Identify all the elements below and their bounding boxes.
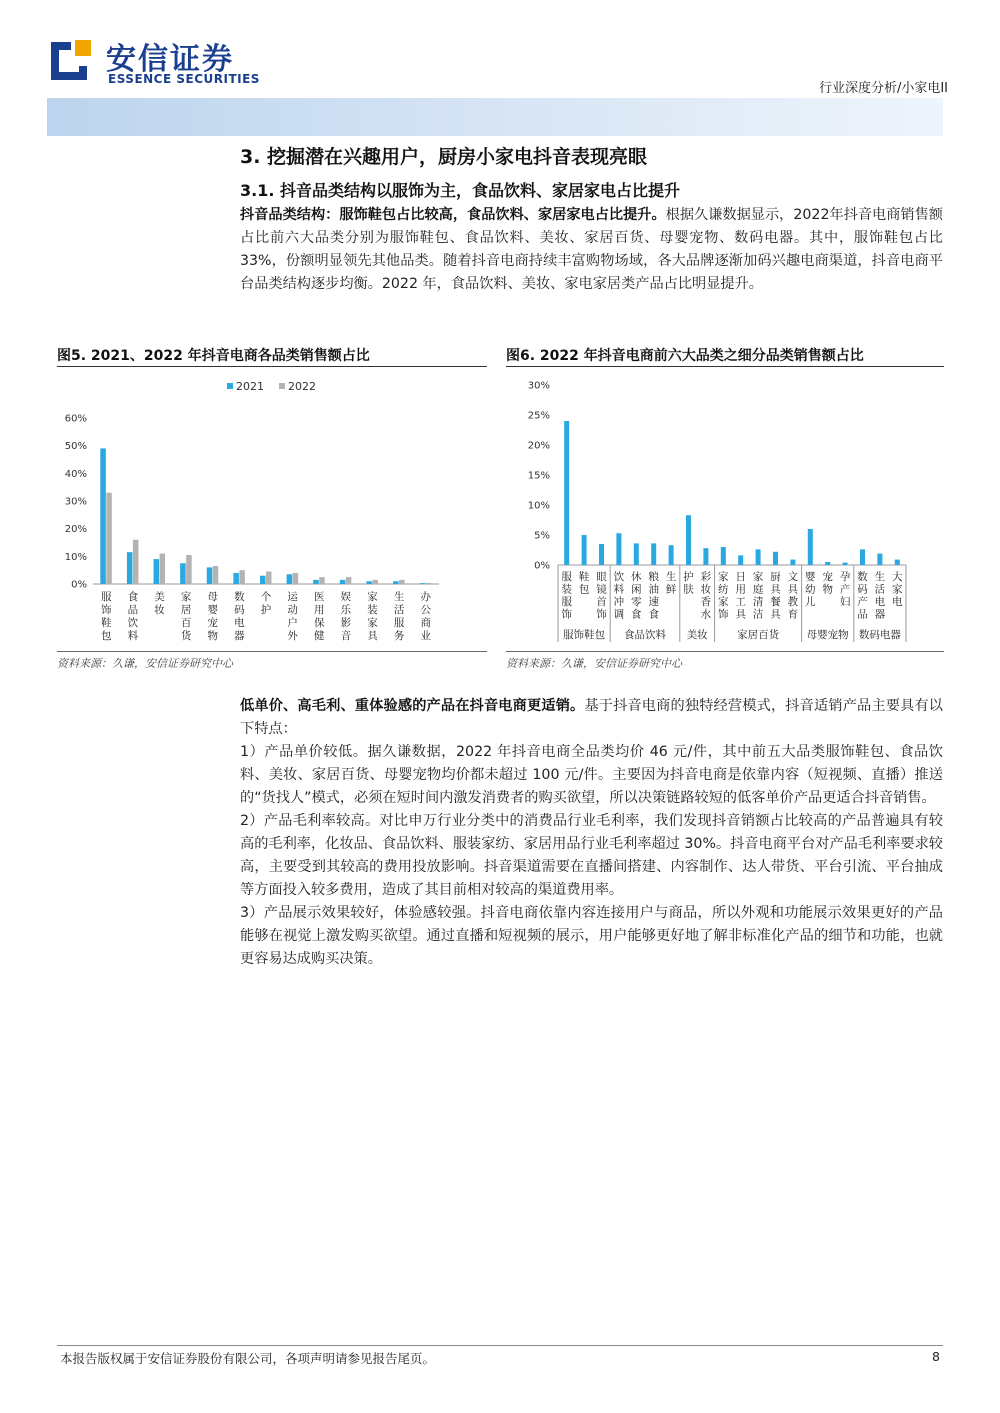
category-char: 居 (180, 604, 192, 616)
category-char: 生 (665, 571, 677, 583)
category-char: 孕 (839, 571, 851, 583)
category-char: 产 (857, 596, 868, 608)
category-char: 装 (561, 583, 572, 596)
category-label (718, 570, 729, 621)
category-label (261, 590, 272, 616)
category-label (314, 591, 325, 642)
figure-6-title: 图6. 2022 年抖音电商前六大品类之细分品类销售额占比 (506, 348, 864, 364)
category-char: 饮 (127, 617, 139, 629)
bar-2021 (366, 581, 372, 584)
category-char: 洁 (752, 608, 764, 621)
bar-2021 (180, 563, 186, 584)
bar (564, 421, 569, 565)
group-label: 服饰鞋包 (563, 629, 606, 641)
category-label (631, 570, 642, 621)
category-char: 庭 (752, 583, 764, 596)
bar-2021 (287, 574, 293, 584)
bar (843, 563, 848, 565)
category-char: 闲 (631, 583, 642, 596)
legend-swatch-2022 (279, 383, 285, 389)
trait-item-2 (240, 810, 943, 902)
category-char: 冲 (613, 596, 625, 608)
bar (808, 529, 813, 565)
category-label (788, 571, 799, 621)
category-label (579, 570, 590, 596)
footer-rule (57, 1345, 943, 1346)
figure-5-source: 资料来源：久谦，安信证券研究中心 (57, 657, 233, 670)
category-char: 饰 (596, 608, 607, 621)
category-char: 彩 (700, 571, 712, 583)
bar (634, 543, 639, 565)
category-char: 包 (101, 630, 112, 642)
category-char: 百 (180, 617, 192, 629)
category-char: 活 (874, 583, 886, 596)
category-char: 具 (367, 630, 378, 642)
category-char: 码 (857, 583, 868, 596)
category-char: 料 (127, 630, 139, 642)
category-char: 香 (700, 596, 712, 608)
bar (756, 549, 761, 565)
bar-2021 (100, 448, 106, 584)
category-char: 清 (752, 596, 764, 608)
category-label (596, 571, 607, 621)
y-tick-label: 5% (534, 530, 550, 542)
category-char: 物 (822, 583, 833, 596)
category-char: 饰 (718, 608, 729, 621)
y-tick-label: 50% (64, 441, 87, 453)
bar-2021 (313, 580, 319, 584)
category-char: 生 (874, 571, 886, 583)
category-char: 电 (892, 596, 903, 608)
bar (860, 549, 865, 565)
figure-5-bottom-rule (57, 651, 487, 652)
category-char: 医 (313, 591, 325, 603)
category-char: 餐 (770, 596, 781, 608)
category-char: 产 (839, 583, 851, 596)
subsection-heading: 3.1. 抖音品类结构以服饰为主，食品饮料、家居家电占比提升 (240, 181, 680, 200)
category-char: 活 (393, 604, 405, 616)
category-char: 油 (648, 583, 659, 596)
category-char: 零 (631, 596, 642, 608)
bar (703, 548, 708, 565)
brand-name-en: ESSENCE SECURITIES (108, 72, 260, 86)
figure-6-chart (506, 368, 944, 650)
category-char: 具 (735, 608, 746, 621)
group-label: 数码电器 (858, 629, 901, 641)
category-char: 服 (561, 571, 572, 583)
category-char: 家 (892, 583, 903, 596)
category-char: 公 (420, 604, 431, 616)
category-char: 休 (631, 571, 642, 583)
category-char: 厨 (770, 571, 781, 583)
category-label (648, 570, 659, 621)
bar-2022 (266, 572, 272, 584)
category-char: 健 (313, 630, 325, 642)
category-label (683, 570, 694, 596)
category-char: 日 (735, 571, 746, 583)
bar-2022 (319, 577, 325, 584)
category-char: 装 (367, 604, 378, 616)
category-char: 饰 (101, 604, 112, 616)
section-heading: 3. 挖掘潜在兴趣用户，厨房小家电抖音表现亮眼 (240, 146, 648, 168)
category-label (857, 570, 868, 621)
category-char: 数 (234, 591, 245, 603)
y-tick-label: 20% (527, 440, 550, 452)
bar (582, 535, 587, 565)
category-label (341, 590, 352, 642)
traits-intro (240, 695, 943, 741)
trait-1-body: 据久谦数据，2022 年抖音电商全品类均价 46 元/件，其中前五大品类服饰鞋包、食品饮料、美妆、家居百货、母婴宠物均价都未超过 100 元/件。主要因为抖音电商是依靠内容（短视频、直播）推送的“货找人”模式，必须在短时间内激发消费者的购买欲望，所以决策链路较短的低客单价产品更适合抖音销售。 (240, 744, 943, 806)
bar (721, 547, 726, 565)
category-label (208, 591, 219, 642)
bar-2022 (372, 580, 378, 584)
y-tick-label: 30% (527, 380, 550, 392)
category-char: 办 (420, 591, 431, 603)
category-char: 户 (287, 617, 298, 629)
paragraph-category-structure (240, 204, 943, 296)
category-char: 料 (613, 583, 625, 596)
category-char: 纺 (718, 583, 729, 596)
category-char: 食 (127, 591, 139, 603)
report-type: 行业深度分析/小家电II (818, 81, 948, 96)
category-char: 婴 (207, 604, 219, 616)
category-label (181, 590, 193, 642)
category-label (805, 571, 816, 608)
category-char: 美 (154, 591, 165, 603)
bar-2021 (393, 581, 399, 584)
category-char: 家 (718, 596, 729, 608)
header-band (47, 98, 943, 136)
category-char: 货 (180, 630, 192, 642)
bar-2022 (186, 555, 192, 584)
y-tick-label: 20% (64, 524, 87, 536)
figure-6-top-rule (506, 366, 944, 367)
trait-2-body: 对比申万行业分类中的消费品行业毛利率，我们发现抖音销额占比较高的产品普遍具有较高的毛利率，化妆品、食品饮料、服装家纺、家居用品行业毛利率超过 30%。抖音电商平台对产品毛利率要求较高，主要受到其较高的费用投放影响。抖音渠道需要在直播间搭建、内容制作、达人带货、平台引流、平台抽成等方面投入较多费用，造成了其目前相对较高的渠道费用率。 (240, 813, 943, 898)
figure-5-chart (57, 368, 487, 650)
figure-5-title: 图5. 2021、2022 年抖音电商各品类销售额占比 (57, 348, 370, 364)
category-char: 护 (260, 604, 272, 616)
category-char: 家 (367, 591, 378, 603)
category-char: 服 (393, 617, 405, 629)
y-tick-label: 10% (527, 500, 550, 512)
bar-2021 (340, 580, 346, 584)
y-tick-label: 15% (527, 470, 550, 482)
category-char: 妆 (700, 583, 712, 596)
page-number: 8 (932, 1349, 940, 1364)
category-char: 鞋 (101, 617, 112, 629)
category-char: 镜 (596, 583, 607, 596)
category-label (840, 571, 851, 608)
bar-2022 (213, 566, 219, 584)
category-char: 婴 (805, 571, 816, 583)
trait-item-1 (240, 741, 943, 810)
legend-label-2022: 2022 (288, 380, 316, 393)
y-tick-label: 30% (64, 496, 87, 508)
group-label: 母婴宠物 (806, 629, 849, 641)
category-char: 大 (892, 571, 903, 583)
category-char: 鞋 (578, 571, 590, 583)
category-char: 保 (313, 617, 325, 629)
category-char: 服 (561, 596, 572, 608)
figure-5-top-rule (57, 366, 487, 367)
group-label: 家居百货 (737, 629, 780, 641)
bar (686, 515, 691, 565)
footer-disclaimer: 本报告版权属于安信证券股份有限公司，各项声明请参见报告尾页。 (60, 1351, 436, 1366)
figure-6-bottom-rule (506, 651, 944, 652)
category-char: 外 (287, 630, 298, 642)
category-label (822, 570, 833, 596)
category-label (420, 590, 431, 642)
bar-2021 (420, 583, 426, 584)
category-label (735, 571, 746, 621)
category-char: 用 (313, 604, 325, 616)
category-char: 音 (340, 630, 352, 642)
bar-2021 (127, 552, 133, 584)
y-tick-label: 40% (64, 468, 87, 480)
category-char: 水 (700, 608, 712, 621)
category-char: 食 (648, 608, 659, 621)
category-char: 饰 (561, 608, 572, 621)
category-label (287, 591, 298, 642)
category-char: 业 (420, 630, 431, 642)
bar-2021 (260, 576, 266, 584)
category-char: 物 (207, 630, 219, 642)
category-label (753, 570, 764, 621)
category-char: 品 (857, 608, 868, 621)
category-char: 具 (770, 608, 781, 621)
bar-2022 (399, 580, 405, 584)
bar (825, 562, 830, 565)
category-label (154, 590, 165, 616)
bar-2022 (160, 554, 166, 584)
category-char: 器 (234, 630, 245, 642)
group-label: 美妆 (686, 629, 708, 641)
category-char: 家 (180, 591, 192, 603)
category-char: 教 (787, 596, 799, 608)
logo-icon (47, 36, 95, 84)
category-char: 器 (874, 608, 886, 621)
bar-2021 (154, 559, 160, 584)
category-char: 动 (287, 604, 298, 616)
category-char: 运 (287, 591, 298, 603)
legend-swatch-2021 (227, 383, 233, 389)
category-label (101, 591, 112, 642)
paragraph-body: 根据久谦数据显示，2022年抖音电商销售额占比前六大品类分别为服饰鞋包、食品饮料、美妆、家居百货、母婴宠物、数码电器。其中，服饰鞋包占比 33%，份额明显领先其他品类。随着抖音电商持续丰富购物场域，各大品牌逐渐加码兴趣电商渠道，抖音电商平台品类结构逐步均衡。2022 年，食品饮料、美妆、家电家居类产品占比明显提升。 (240, 207, 943, 292)
legend-label-2021: 2021 (236, 380, 264, 393)
category-label (561, 571, 572, 621)
bar-2022 (106, 493, 112, 584)
bar-2022 (133, 540, 139, 584)
category-label (770, 571, 781, 621)
bar (599, 544, 604, 565)
category-label (701, 571, 712, 621)
category-char: 儿 (805, 596, 816, 608)
category-char: 育 (787, 608, 799, 621)
bar (738, 555, 743, 565)
category-label (234, 590, 245, 642)
trait-1-lead: 1）产品单价较低。 (240, 744, 368, 760)
category-char: 家 (367, 617, 378, 629)
category-char: 乐 (340, 604, 352, 616)
category-char: 生 (393, 591, 405, 603)
category-char: 幼 (805, 583, 816, 596)
bar-2022 (426, 583, 432, 584)
bar (651, 543, 656, 565)
bar-2022 (346, 577, 352, 584)
category-char: 个 (260, 591, 272, 603)
category-char: 电 (234, 617, 245, 629)
category-char: 母 (207, 591, 219, 603)
category-char: 码 (234, 604, 245, 616)
category-label (128, 590, 139, 642)
y-tick-label: 0% (534, 560, 550, 572)
category-char: 家 (752, 571, 764, 583)
category-char: 家 (718, 571, 729, 583)
bar (773, 552, 778, 565)
category-char: 具 (787, 583, 799, 596)
category-label (892, 570, 903, 608)
y-tick-label: 0% (71, 579, 87, 591)
category-char: 娱 (340, 591, 352, 603)
y-tick-label: 60% (64, 413, 87, 425)
category-char: 文 (787, 571, 799, 583)
trait-item-3 (240, 902, 943, 971)
category-char: 影 (340, 617, 352, 629)
category-label (394, 590, 405, 642)
bar (877, 554, 882, 565)
group-label: 食品饮料 (624, 629, 666, 641)
category-char: 粮 (648, 571, 659, 583)
category-label (666, 570, 677, 596)
category-char: 务 (393, 630, 405, 642)
bar-2022 (293, 573, 299, 584)
bar-2021 (233, 573, 239, 584)
figure-6-source: 资料来源：久谦，安信证券研究中心 (506, 657, 682, 670)
category-char: 数 (857, 571, 868, 583)
bar-2021 (207, 567, 213, 584)
category-char: 饮 (613, 571, 625, 583)
category-char: 宠 (822, 571, 833, 583)
paragraph-product-traits (240, 695, 943, 971)
bar (616, 533, 621, 565)
category-char: 调 (613, 608, 625, 621)
category-char: 速 (648, 596, 659, 608)
bar (669, 545, 674, 565)
y-tick-label: 25% (527, 410, 550, 422)
y-tick-label: 10% (64, 551, 87, 563)
category-char: 首 (596, 596, 607, 608)
bar (895, 560, 900, 565)
trait-3-lead: 3）产品展示效果较好，体验感较强。 (240, 905, 481, 921)
category-char: 包 (578, 583, 590, 596)
category-char: 服 (101, 591, 112, 603)
category-char: 宠 (207, 617, 219, 629)
traits-lead: 低单价、高毛利、重体验感的产品在抖音电商更适销。 (240, 698, 585, 714)
category-char: 具 (770, 583, 781, 596)
category-label (367, 590, 378, 642)
category-char: 商 (420, 617, 431, 629)
category-char: 妆 (154, 604, 165, 616)
category-char: 用 (735, 583, 746, 596)
category-char: 护 (683, 571, 694, 583)
category-char: 工 (735, 596, 746, 608)
paragraph-lead: 抖音品类结构：服饰鞋包占比较高，食品饮料、家居家电占比提升。 (240, 207, 666, 223)
category-char: 电 (874, 596, 886, 608)
category-char: 鲜 (665, 583, 677, 596)
trait-3-body: 抖音电商依靠内容连接用户与商品，所以外观和功能展示效果更好的产品能够在视觉上激发购买欲望。通过直播和短视频的展示，用户能够更好地了解非标准化产品的细节和功能，也就更容易达成购买决策。 (240, 905, 943, 967)
category-label (614, 570, 625, 621)
trait-2-lead: 2）产品毛利率较高。 (240, 813, 380, 829)
bar (790, 560, 795, 565)
category-char: 品 (127, 604, 139, 616)
category-char: 肤 (683, 583, 694, 596)
category-char: 眼 (596, 571, 607, 583)
bar-2022 (239, 570, 245, 584)
category-label (875, 570, 886, 621)
category-char: 食 (631, 608, 642, 621)
brand-name-cn: 安信证券 (106, 42, 234, 77)
category-char: 妇 (839, 596, 851, 608)
traits-lead-rest: 基于抖音电商的独特经营模式，抖音适销产品主要具有以下特点： (240, 698, 943, 737)
